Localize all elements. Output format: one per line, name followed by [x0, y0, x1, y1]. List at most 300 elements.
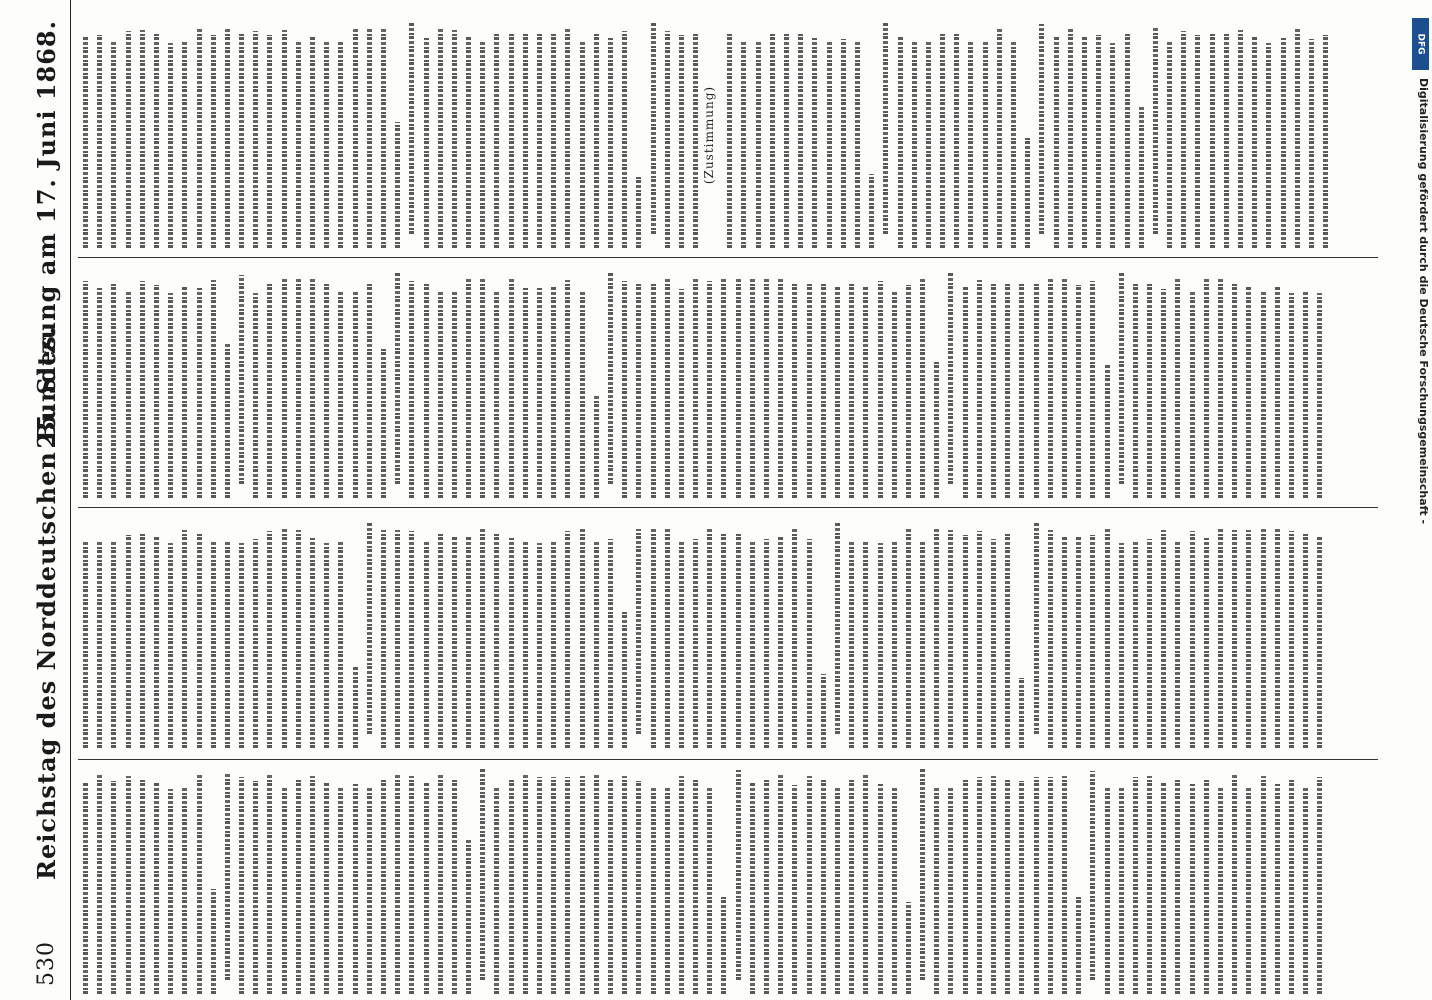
text-line: [461, 272, 475, 498]
text-line: [192, 272, 206, 498]
text-line: [489, 272, 503, 498]
text-line: [1100, 522, 1114, 748]
text-line: [1199, 768, 1213, 994]
text-line: [220, 272, 234, 498]
text-line: [1000, 272, 1014, 498]
text-line: [688, 272, 702, 498]
text-line: [1029, 272, 1043, 498]
text-line: [1284, 522, 1298, 748]
text-line: [844, 768, 858, 994]
text-line: [787, 768, 801, 994]
text-line: [972, 768, 986, 994]
text-line: [915, 768, 929, 994]
text-line: [1156, 522, 1170, 748]
text-line: [206, 522, 220, 748]
text-line: [546, 22, 560, 248]
text-line: [765, 22, 779, 248]
text-line: [1233, 22, 1247, 248]
text-line: [92, 272, 106, 498]
text-line: [121, 522, 135, 748]
text-line: [1298, 522, 1312, 748]
text-line: [1077, 22, 1091, 248]
text-line: [1085, 522, 1099, 748]
text-line: [986, 522, 1000, 748]
text-line: [787, 272, 801, 498]
interjection: (Zustimmung): [702, 85, 717, 185]
text-line: [702, 768, 716, 994]
text-line: [504, 522, 518, 748]
text-columns: [78, 0, 1378, 1000]
text-line: [419, 522, 433, 748]
text-line: [1100, 272, 1114, 498]
text-line: [646, 522, 660, 748]
text-line: [489, 522, 503, 748]
text-line: [305, 768, 319, 994]
text-line: [78, 768, 92, 994]
text-line: [362, 768, 376, 994]
dfg-logo: DFG: [1412, 18, 1429, 70]
text-line: [1312, 272, 1326, 498]
text-line: [1034, 22, 1048, 248]
text-line: [773, 272, 787, 498]
text-line: [1114, 768, 1128, 994]
text-line: [822, 22, 836, 248]
text-line: [419, 768, 433, 994]
text-line: [816, 522, 830, 748]
text-line: [660, 768, 674, 994]
text-line: [277, 768, 291, 994]
rotated-page: [26, 0, 1406, 1000]
text-line: [106, 768, 120, 994]
text-line: [929, 768, 943, 994]
credit-text: Digitalisierung gefördert durch die Deutsche Forschungsgemeinschaft -: [1417, 78, 1430, 525]
text-line: [915, 272, 929, 498]
text-line: [575, 522, 589, 748]
text-line: [617, 768, 631, 994]
text-line: [1256, 272, 1270, 498]
text-line: [504, 768, 518, 994]
text-line: [978, 22, 992, 248]
text-line: [234, 768, 248, 994]
text-line: [1105, 22, 1119, 248]
text-line: [121, 272, 135, 498]
text-line: [1241, 522, 1255, 748]
text-line: [192, 22, 206, 248]
text-line: [560, 768, 574, 994]
text-line: [802, 522, 816, 748]
text-line: [631, 22, 645, 248]
text-line: [1014, 272, 1028, 498]
text-line: [433, 522, 447, 748]
text-line: [1270, 768, 1284, 994]
text-line: [1227, 272, 1241, 498]
text-line: [1290, 22, 1304, 248]
text-line: [958, 272, 972, 498]
text-line: [1142, 272, 1156, 498]
text-line: [873, 768, 887, 994]
text-line: [836, 22, 850, 248]
text-line: [518, 272, 532, 498]
text-line: [262, 22, 276, 248]
text-line: [958, 522, 972, 748]
text-line: [206, 272, 220, 498]
text-line: [949, 22, 963, 248]
text-line: [793, 22, 807, 248]
text-line: [943, 522, 957, 748]
text-line: [333, 768, 347, 994]
text-line: [220, 522, 234, 748]
text-line: [589, 768, 603, 994]
text-line: [660, 272, 674, 498]
text-line: [163, 768, 177, 994]
text-line: [873, 272, 887, 498]
text-line: [1128, 272, 1142, 498]
text-line: [1085, 272, 1099, 498]
text-line: [475, 22, 489, 248]
text-line: [844, 522, 858, 748]
text-line: [943, 768, 957, 994]
text-line: [850, 22, 864, 248]
text-line: [248, 522, 262, 748]
text-line: [745, 522, 759, 748]
text-line: [78, 22, 92, 248]
text-line: [461, 768, 475, 994]
text-line: [915, 522, 929, 748]
text-line: [617, 522, 631, 748]
text-line: [518, 522, 532, 748]
text-line: [461, 522, 475, 748]
text-line: [1304, 22, 1318, 248]
page-header: [26, 0, 71, 1000]
text-line: [348, 522, 362, 748]
text-line: [1247, 22, 1261, 248]
text-line: [963, 22, 977, 248]
text-line: [518, 768, 532, 994]
text-line: [362, 22, 376, 248]
text-line: [1241, 768, 1255, 994]
text-line: [1049, 22, 1063, 248]
text-line: [887, 522, 901, 748]
text-line: [802, 768, 816, 994]
text-line: [972, 272, 986, 498]
text-line: [589, 22, 603, 248]
text-line: [631, 768, 645, 994]
session-title: 25. Sitzung am 17. Juni 1868.: [32, 20, 61, 449]
text-line: [986, 272, 1000, 498]
text-line: [907, 22, 921, 248]
text-line: [177, 22, 191, 248]
text-line: [1071, 768, 1085, 994]
text-line: [149, 768, 163, 994]
text-line: [1170, 272, 1184, 498]
text-line: [149, 522, 163, 748]
text-line: [1156, 768, 1170, 994]
digitization-credit: [1412, 18, 1430, 978]
text-line: [1256, 768, 1270, 994]
text-line: [348, 22, 362, 248]
text-line: [1029, 522, 1043, 748]
text-line: [1162, 22, 1176, 248]
text-line: [319, 272, 333, 498]
text-line: [277, 22, 291, 248]
text-line: [1091, 22, 1105, 248]
text-line: [589, 272, 603, 498]
text-line: [688, 22, 702, 248]
text-line: [759, 522, 773, 748]
text-line: [1270, 272, 1284, 498]
text-line: [1213, 522, 1227, 748]
text-line: [163, 272, 177, 498]
text-line: [376, 272, 390, 498]
text-line: [348, 272, 362, 498]
text-line: [291, 768, 305, 994]
text-line: [220, 768, 234, 994]
text-line: [291, 22, 305, 248]
text-line: [262, 522, 276, 748]
text-line: [802, 272, 816, 498]
text-line: [986, 768, 1000, 994]
text-line: [319, 768, 333, 994]
text-line: [575, 768, 589, 994]
text-line: [1170, 522, 1184, 748]
text-line: [149, 22, 163, 248]
text-line: [390, 22, 404, 248]
text-line: [1142, 768, 1156, 994]
text-line: [1256, 522, 1270, 748]
text-line: [773, 522, 787, 748]
text-line: [1014, 522, 1028, 748]
text-line: [858, 768, 872, 994]
text-line: [878, 22, 892, 248]
text-line: [532, 22, 546, 248]
text-line: [78, 272, 92, 498]
text-line: [603, 522, 617, 748]
text-line: [177, 768, 191, 994]
text-line: [1020, 22, 1034, 248]
running-title: Reichstag des Norddeutschen Bundes.: [32, 325, 61, 880]
text-line: [929, 272, 943, 498]
text-line: [319, 522, 333, 748]
text-line: [674, 272, 688, 498]
text-line: [92, 22, 106, 248]
text-line: [106, 272, 120, 498]
text-line: [716, 522, 730, 748]
text-line: [532, 768, 546, 994]
text-line: [163, 522, 177, 748]
text-line: [864, 22, 878, 248]
text-line: [447, 22, 461, 248]
text-line: [92, 522, 106, 748]
text-line: [1213, 272, 1227, 498]
text-line: [816, 272, 830, 498]
text-column-4: [78, 22, 1378, 248]
text-line: [943, 272, 957, 498]
text-line: [192, 522, 206, 748]
text-line: [433, 22, 447, 248]
text-line: [1185, 272, 1199, 498]
text-line: [1190, 22, 1204, 248]
text-line: [475, 272, 489, 498]
text-line: [1100, 768, 1114, 994]
text-line: [745, 768, 759, 994]
text-line: [1185, 522, 1199, 748]
text-line: [163, 22, 177, 248]
text-line: [305, 522, 319, 748]
text-line: [1219, 22, 1233, 248]
text-line: [1029, 768, 1043, 994]
text-line: [362, 522, 376, 748]
text-line: [773, 768, 787, 994]
text-line: [787, 522, 801, 748]
text-line: [234, 272, 248, 498]
text-line: [1071, 272, 1085, 498]
text-line: [603, 768, 617, 994]
text-line: [504, 272, 518, 498]
text-line: [646, 768, 660, 994]
text-line: [319, 22, 333, 248]
text-line: [376, 522, 390, 748]
text-line: [149, 272, 163, 498]
text-line: [1284, 768, 1298, 994]
text-line: [333, 522, 347, 748]
text-line: [192, 768, 206, 994]
text-line: [1000, 522, 1014, 748]
text-line: [731, 768, 745, 994]
text-line: [1148, 22, 1162, 248]
text-line: [1085, 768, 1099, 994]
text-line: [1205, 22, 1219, 248]
text-line: [1227, 768, 1241, 994]
text-line: [929, 522, 943, 748]
text-line: [1170, 768, 1184, 994]
text-line: [617, 22, 631, 248]
text-line: [958, 768, 972, 994]
text-line: [830, 768, 844, 994]
text-line: [1006, 22, 1020, 248]
text-line: [702, 522, 716, 748]
text-line: [1284, 272, 1298, 498]
text-line: [1270, 522, 1284, 748]
text-line: [688, 768, 702, 994]
text-line: [489, 768, 503, 994]
text-line: [92, 768, 106, 994]
text-line: [1043, 272, 1057, 498]
text-line: [1227, 522, 1241, 748]
text-line: [1063, 22, 1077, 248]
text-line: [1043, 768, 1057, 994]
text-line: [759, 768, 773, 994]
text-line: [560, 522, 574, 748]
text-line: [858, 522, 872, 748]
text-line: [844, 272, 858, 498]
text-line: [589, 522, 603, 748]
text-line: [234, 522, 248, 748]
text-line: [135, 522, 149, 748]
text-line: [1114, 522, 1128, 748]
text-line: [1120, 22, 1134, 248]
text-line: [560, 272, 574, 498]
text-line: [1156, 272, 1170, 498]
text-line: [1298, 768, 1312, 994]
text-line: [731, 522, 745, 748]
text-line: [816, 768, 830, 994]
text-line: [992, 22, 1006, 248]
text-line: [262, 768, 276, 994]
text-line: [617, 272, 631, 498]
text-line: [702, 272, 716, 498]
text-line: [1298, 272, 1312, 498]
text-line: [376, 768, 390, 994]
text-line: [646, 22, 660, 248]
text-line: [390, 272, 404, 498]
text-line: [1261, 22, 1275, 248]
text-line: [121, 22, 135, 248]
text-line: [759, 272, 773, 498]
text-line: [603, 272, 617, 498]
text-line: [1241, 272, 1255, 498]
text-line: [475, 522, 489, 748]
text-line: [1276, 22, 1290, 248]
text-line: [121, 768, 135, 994]
text-line: [1114, 272, 1128, 498]
text-line: [688, 522, 702, 748]
text-line: [751, 22, 765, 248]
text-line: [660, 22, 674, 248]
text-line: [419, 22, 433, 248]
text-line: [404, 522, 418, 748]
text-line: [135, 768, 149, 994]
text-line: [447, 768, 461, 994]
text-line: [646, 272, 660, 498]
text-line: [1213, 768, 1227, 994]
text-line: [305, 272, 319, 498]
text-line: [404, 768, 418, 994]
text-line: [433, 768, 447, 994]
text-line: [220, 22, 234, 248]
text-line: [603, 22, 617, 248]
text-line: [858, 272, 872, 498]
text-line: [489, 22, 503, 248]
text-line: [901, 768, 915, 994]
text-line: [1014, 768, 1028, 994]
text-line: [722, 22, 736, 248]
text-line: [404, 272, 418, 498]
text-line: [277, 522, 291, 748]
text-line: [447, 272, 461, 498]
text-line: [873, 522, 887, 748]
text-line: [1057, 272, 1071, 498]
text-line: [390, 522, 404, 748]
text-line: [830, 272, 844, 498]
text-line: [206, 22, 220, 248]
text-line: [1134, 22, 1148, 248]
text-line: [921, 22, 935, 248]
text-line: [234, 22, 248, 248]
text-line: [887, 768, 901, 994]
text-line: [1071, 522, 1085, 748]
text-line: [376, 22, 390, 248]
page-number: 530: [34, 941, 59, 986]
text-line: [1128, 522, 1142, 748]
text-line: [1176, 22, 1190, 248]
text-line: [177, 522, 191, 748]
text-line: [546, 768, 560, 994]
text-line: [1128, 768, 1142, 994]
text-line: [674, 22, 688, 248]
text-line: [348, 768, 362, 994]
text-line: [262, 272, 276, 498]
text-line: [674, 768, 688, 994]
